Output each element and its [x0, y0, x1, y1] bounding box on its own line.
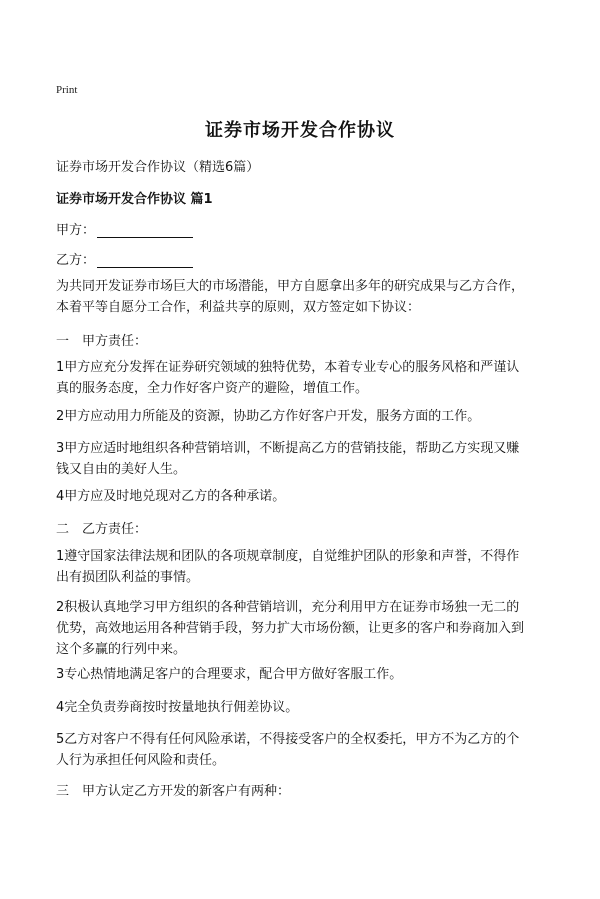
- paragraph-line: 优势，高效地运用各种营销手段，努力扩大市场份额，让更多的客户和券商加入到: [56, 621, 525, 636]
- document-title: 证券市场开发合作协议: [205, 120, 395, 141]
- paragraph-line: 为共同开发证券市场巨大的市场潜能，甲方自愿拿出多年的研究成果与乙方合作，: [56, 279, 525, 294]
- paragraph-line: 人行为承担任何风险和责任。: [56, 753, 226, 768]
- party-b-label: 乙方：: [56, 253, 96, 268]
- print-link[interactable]: Print: [56, 84, 78, 96]
- part3-heading: 三 甲方认定乙方开发的新客户有两种：: [56, 784, 291, 799]
- paragraph-line: 本着平等自愿分工合作，利益共享的原则，双方签定如下协议：: [56, 300, 421, 315]
- paragraph-line: 真的服务态度，全力作好客户资产的避险，增值工作。: [56, 381, 369, 396]
- document-subtitle: 证券市场开发合作协议（精选6篇）: [56, 160, 260, 175]
- part2-heading: 二 乙方责任：: [56, 522, 148, 537]
- paragraph-line: 1甲方应充分发挥在证券研究领域的独特优势，本着专业专心的服务风格和严谨认: [56, 360, 520, 375]
- party-a-field: [56, 219, 193, 238]
- party-a-blank-line: [97, 223, 193, 238]
- part1-item-2: [56, 406, 556, 427]
- paragraph-line: 2甲方应动用力所能及的资源，协助乙方作好客户开发，服务方面的工作。: [56, 409, 481, 424]
- intro-paragraph: [56, 276, 556, 318]
- part2-item-3: [56, 664, 556, 685]
- paragraph-line: 钱又自由的美好人生。: [56, 462, 187, 477]
- paragraph-line: 1遵守国家法律法规和团队的各项规章制度，自觉维护团队的形象和声誉，不得作: [56, 549, 520, 564]
- part2-item-1: [56, 546, 556, 588]
- paragraph-line: 出有损团队利益的事情。: [56, 570, 200, 585]
- paragraph-line: 3专心热情地满足客户的合理要求，配合甲方做好客服工作。: [56, 667, 403, 682]
- part1-item-4: [56, 486, 556, 507]
- party-b-blank-line: [97, 253, 193, 268]
- part2-item-5: [56, 729, 556, 771]
- part1-heading: 一 甲方责任：: [56, 334, 148, 349]
- party-a-label: 甲方：: [56, 223, 96, 238]
- part2-item-2: [56, 597, 556, 660]
- party-b-field: [56, 249, 193, 268]
- section-heading: 证券市场开发合作协议 篇1: [56, 192, 213, 207]
- paragraph-line: 这个多赢的行列中来。: [56, 642, 187, 657]
- paragraph-line: 4甲方应及时地兑现对乙方的各种承诺。: [56, 489, 286, 504]
- paragraph-line: 2积极认真地学习甲方组织的各种营销培训，充分利用甲方在证券市场独一无二的: [56, 600, 520, 615]
- part2-item-4: [56, 697, 556, 718]
- paragraph-line: 4完全负责券商按时按量地执行佣差协议。: [56, 700, 299, 715]
- part1-item-3: [56, 438, 556, 480]
- paragraph-line: 5乙方对客户不得有任何风险承诺，不得接受客户的全权委托，甲方不为乙方的个: [56, 732, 520, 747]
- part1-item-1: [56, 357, 556, 399]
- paragraph-line: 3甲方应适时地组织各种营销培训，不断提高乙方的营销技能，帮助乙方实现又赚: [56, 441, 520, 456]
